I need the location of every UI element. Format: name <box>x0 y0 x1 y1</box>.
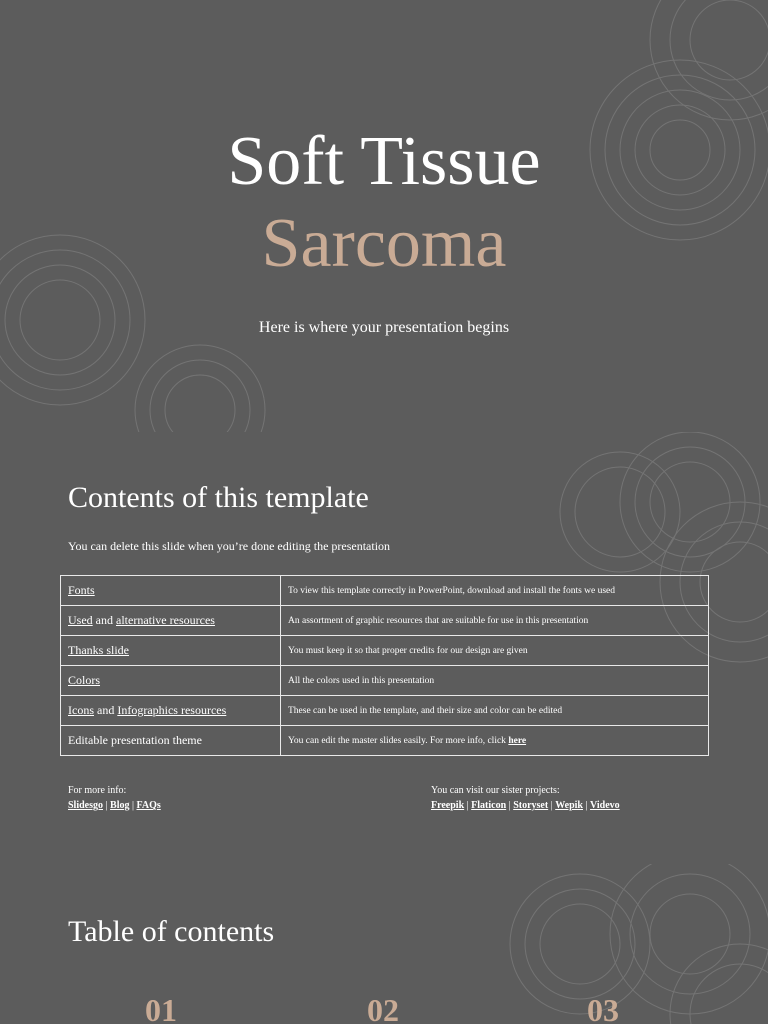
separator: | <box>583 800 591 811</box>
resource-description-cell <box>281 666 709 696</box>
cover-title-line1: Soft Tissue <box>227 123 541 200</box>
separator: | <box>506 800 514 811</box>
sister-projects <box>431 783 620 813</box>
contents-heading: Contents of this template <box>68 481 369 514</box>
resource-description: You must keep it so that proper credits for our design are given <box>288 645 528 656</box>
sister-projects-links <box>431 798 620 813</box>
link-faqs[interactable]: FAQs <box>136 800 161 811</box>
toc-slide <box>0 864 768 1024</box>
resource-link[interactable]: Colors <box>68 673 101 687</box>
table-row <box>61 666 709 696</box>
separator: | <box>129 800 137 811</box>
cover-slide <box>0 0 768 432</box>
resource-name-cell <box>61 606 281 636</box>
resources-table <box>60 575 709 756</box>
resource-description-cell <box>281 636 709 666</box>
resource-name-cell <box>61 576 281 606</box>
link-storyset[interactable]: Storyset <box>513 800 549 811</box>
resource-link[interactable]: Icons <box>68 703 94 717</box>
resource-link[interactable]: alternative resources <box>116 613 215 627</box>
link-slidesgo[interactable]: Slidesgo <box>68 800 104 811</box>
separator: | <box>548 800 556 811</box>
resource-name-cell <box>61 666 281 696</box>
link-videvo[interactable]: Videvo <box>590 800 620 811</box>
table-row <box>61 606 709 636</box>
more-info <box>68 783 161 813</box>
resource-name-cell <box>61 636 281 666</box>
resource-description: An assortment of graphic resources that are suitable for use in this presentation <box>288 615 589 626</box>
toc-number-02: 02 <box>367 992 399 1024</box>
link-wepik[interactable]: Wepik <box>555 800 583 811</box>
contents-slide <box>0 432 768 864</box>
link-freepik[interactable]: Freepik <box>431 800 465 811</box>
resource-name-cell <box>61 696 281 726</box>
resource-description-cell <box>281 606 709 636</box>
toc-number-01: 01 <box>145 992 177 1024</box>
link-blog[interactable]: Blog <box>110 800 130 811</box>
resource-link: Editable presentation theme <box>68 733 202 747</box>
more-info-label: For more info: <box>68 785 127 796</box>
here-link[interactable]: here <box>508 735 527 746</box>
table-row <box>61 636 709 666</box>
separator: | <box>464 800 472 811</box>
resource-link[interactable]: Used <box>68 613 93 627</box>
resource-description: These can be used in the template, and their size and color can be edited <box>288 705 563 716</box>
toc-number-03: 03 <box>587 992 619 1024</box>
table-row <box>61 576 709 606</box>
resource-description: To view this template correctly in PowerPoint, download and install the fonts we used <box>288 585 616 596</box>
cover-title-line2: Sarcoma <box>261 205 507 282</box>
resource-description: You can edit the master slides easily. For more info, click <box>288 735 509 746</box>
resource-connector: and <box>92 613 116 627</box>
cover-subtitle: Here is where your presentation begins <box>258 319 510 336</box>
resource-link[interactable]: Thanks slide <box>68 643 129 657</box>
resource-description: All the colors used in this presentation <box>288 675 435 686</box>
toc-heading: Table of contents <box>68 915 275 948</box>
table-row <box>61 696 709 726</box>
resource-link[interactable]: Infographics resources <box>117 703 227 717</box>
resource-name-cell <box>61 726 281 756</box>
sister-projects-label: You can visit our sister projects: <box>431 785 560 796</box>
table-row <box>61 726 709 756</box>
resource-description-cell <box>281 726 709 756</box>
separator: | <box>103 800 111 811</box>
resource-description-cell <box>281 696 709 726</box>
resource-connector: and <box>94 703 118 717</box>
contents-note: You can delete this slide when you’re done editing the presentation <box>68 539 391 553</box>
more-info-links <box>68 798 161 813</box>
resource-description-cell <box>281 576 709 606</box>
link-flaticon[interactable]: Flaticon <box>471 800 507 811</box>
resource-link[interactable]: Fonts <box>68 583 95 597</box>
